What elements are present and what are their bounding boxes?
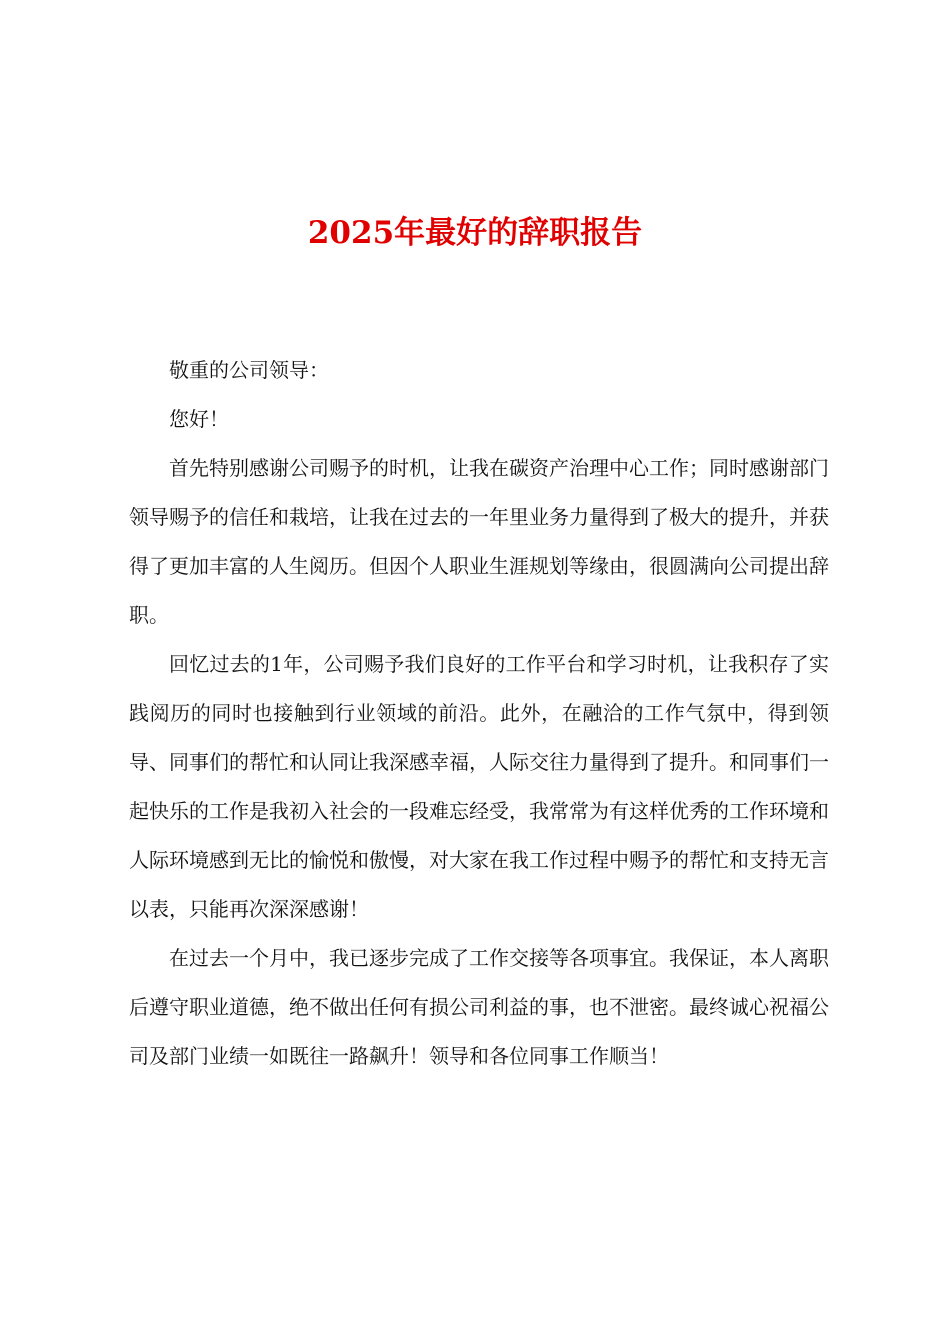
body-paragraph-2: 回忆过去的1年，公司赐予我们良好的工作平台和学习时机，让我积存了实践阅历的同时也接触到行业领域的前沿。此外，在融洽的工作气氛中，得到领导、同事们的帮忙和认同让我深感幸福，人际交往力量得到了提升。和同事们一起快乐的工作是我初入社会的一段难忘经受，我常常为有这样优秀的工作环境和人际环境感到无比的愉悦和傲慢，对大家在我工作过程中赐予的帮忙和支持无言以表，只能再次深深感谢！ (129, 652, 829, 921)
body-paragraph-3: 在过去一个月中，我已逐步完成了工作交接等各项事宜。我保证，本人离职后遵守职业道德，绝不做出任何有损公司利益的事，也不泄密。最终诚心祝福公司及部门业绩一如既往一路飙升！领导和各位同事工作顺当！ (129, 946, 829, 1068)
salutation: 敬重的公司领导： (169, 358, 329, 382)
body-paragraph-1: 首先特别感谢公司赐予的时机，让我在碳资产治理中心工作；同时感谢部门领导赐予的信任和栽培，让我在过去的一年里业务力量得到了极大的提升，并获得了更加丰富的人生阅历。但因个人职业生涯规划等缘由，很圆满向公司提出辞职。 (129, 456, 829, 627)
document-title: 2025年最好的辞职报告 (307, 215, 643, 251)
greeting: 您好！ (169, 407, 229, 431)
document-body (129, 346, 829, 1081)
